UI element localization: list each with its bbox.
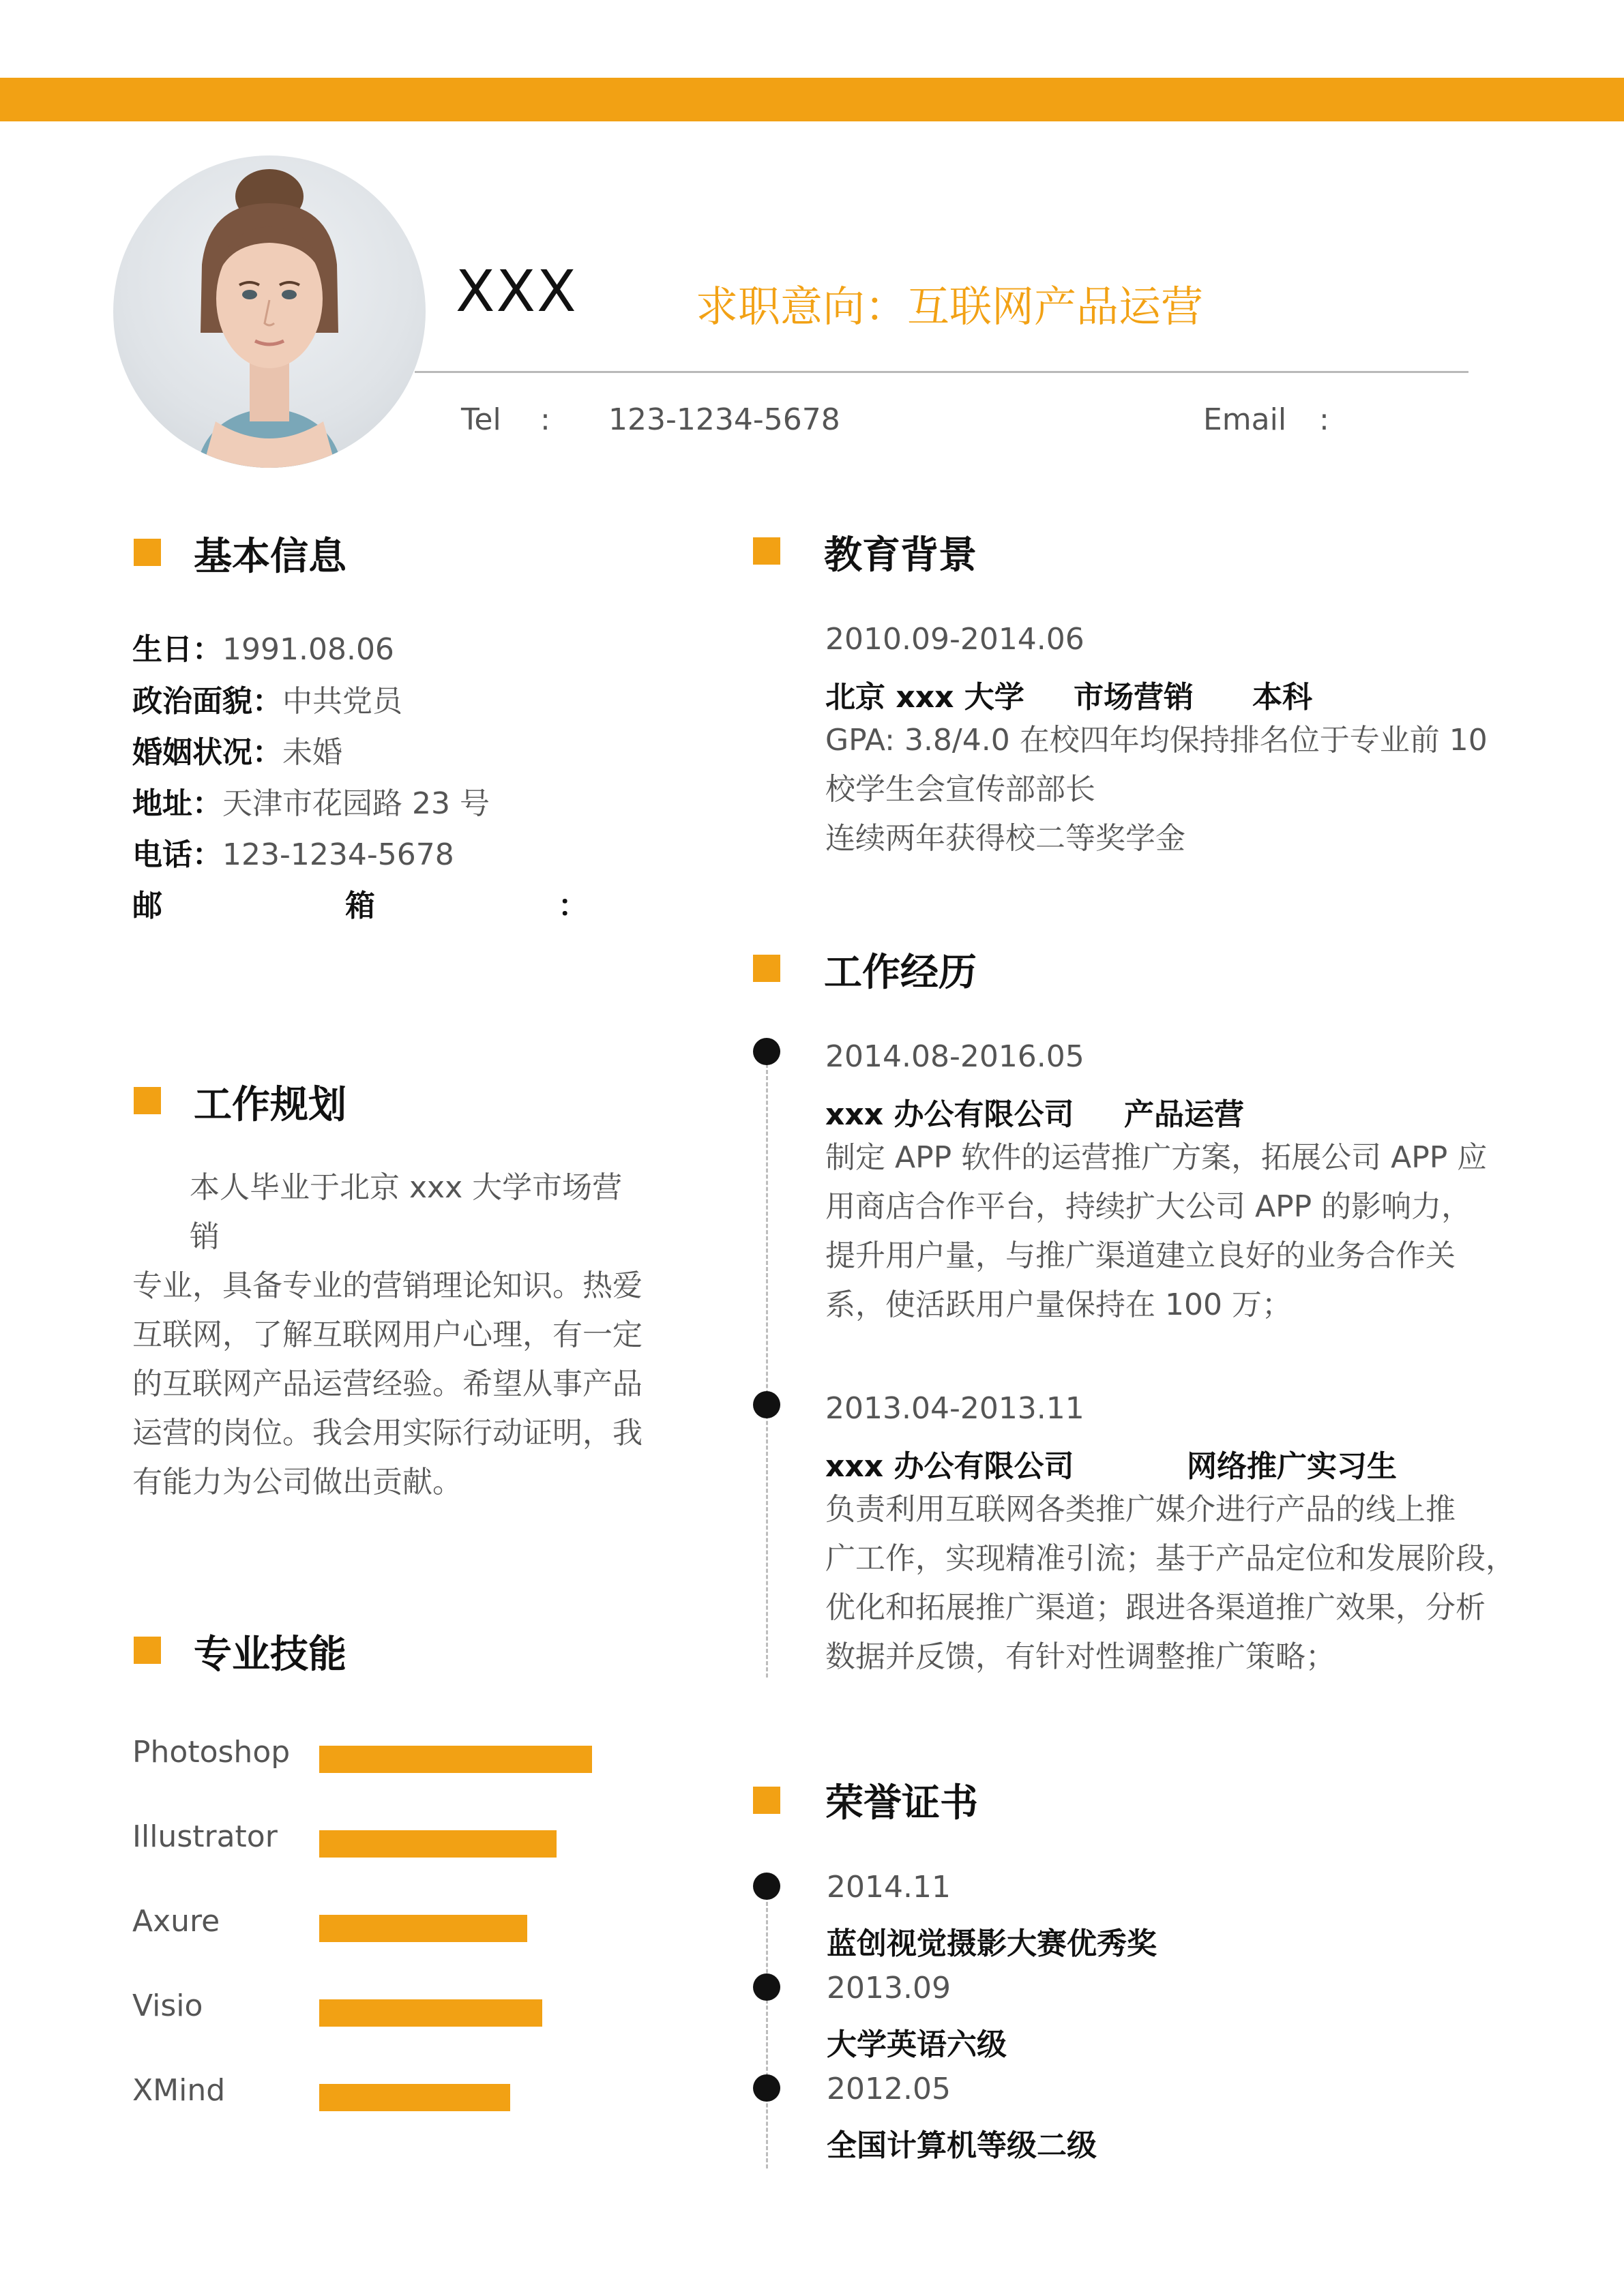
- job-intention-value: 互联网产品运营: [907, 282, 1204, 331]
- info-address-value: 天津市花园路 23 号: [222, 786, 490, 821]
- section-title-skills: 专业技能: [194, 1632, 346, 1677]
- education-date: 2010.09-2014.06: [825, 622, 1084, 657]
- skill-label: Illustrator: [132, 1819, 278, 1854]
- info-birthday: [132, 625, 394, 668]
- section-marker: [134, 1637, 161, 1664]
- section-marker: [753, 1787, 780, 1814]
- section-title-honors: 荣誉证书: [825, 1781, 978, 1825]
- honor-name: 蓝创视觉摄影大赛优秀奖: [827, 1926, 1157, 1961]
- job-company: xxx 办公有限公司: [825, 1449, 1074, 1484]
- skill-label: XMind: [132, 2073, 226, 2108]
- job-intention: [696, 273, 1203, 333]
- timeline-dot: [753, 2074, 780, 2102]
- job-description: [825, 1133, 1487, 1330]
- candidate-name: XXX: [456, 258, 578, 325]
- job-line: 制定 APP 软件的运营推广方案，拓展公司 APP 应: [825, 1140, 1488, 1175]
- honor-name: 全国计算机等级二级: [827, 2128, 1097, 2163]
- skill-label: Axure: [132, 1904, 220, 1939]
- section-marker: [134, 1087, 161, 1114]
- info-email-char2: [345, 881, 375, 925]
- timeline-dot: [753, 1973, 780, 2001]
- tel-colon: :: [540, 402, 550, 437]
- skill-bar: [319, 2084, 510, 2111]
- work-plan-paragraph: [132, 1163, 651, 1507]
- job-line: 广工作，实现精准引流；基于产品定位和发展阶段，: [825, 1541, 1516, 1576]
- education-line: GPA: 3.8/4.0 在校四年均保持排名位于专业前 10: [825, 723, 1488, 758]
- info-email-colon-text: ：: [558, 889, 588, 923]
- timeline-dashed-line: [766, 1064, 768, 1678]
- honor-date: 2014.11: [827, 1870, 951, 1905]
- work-plan-line: 专业，具备专业的营销理论知识。热爱: [132, 1268, 643, 1303]
- skill-bar: [319, 1915, 527, 1942]
- info-phone: [132, 830, 454, 874]
- skill-bar: [319, 1830, 557, 1858]
- job-line: 数据并反馈，有针对性调整推广策略；: [825, 1639, 1335, 1674]
- section-title-work: 工作经历: [824, 951, 977, 995]
- work-plan-line: 互联网，了解互联网用户心理，有一定: [132, 1317, 643, 1352]
- job-line: 提升用户量，与推广渠道建立良好的业务合作关: [825, 1238, 1456, 1273]
- job-line: 用商店合作平台，持续扩大公司 APP 的影响力，: [825, 1189, 1472, 1224]
- info-email-label-2: 箱: [345, 889, 375, 923]
- info-marital: [132, 728, 342, 771]
- job-date: 2014.08-2016.05: [825, 1039, 1084, 1074]
- skill-bar: [319, 1746, 592, 1773]
- work-plan-line: 本人毕业于北京 xxx 大学市场营销: [190, 1170, 623, 1254]
- honor-date: 2013.09: [827, 1971, 951, 2006]
- info-address-label: 地址：: [132, 786, 222, 821]
- job-date: 2013.04-2013.11: [825, 1391, 1084, 1426]
- section-title-work-plan: 工作规划: [194, 1083, 346, 1127]
- honor-name: 大学英语六级: [827, 2027, 1007, 2062]
- honor-date: 2012.05: [827, 2072, 951, 2106]
- skill-label: Photoshop: [132, 1735, 291, 1770]
- job-position: 网络推广实习生: [1187, 1449, 1397, 1484]
- skill-label: Visio: [132, 1988, 203, 2023]
- timeline-dot: [753, 1391, 780, 1418]
- job-intention-label: 求职意向：: [696, 282, 908, 331]
- info-marital-label: 婚姻状况：: [132, 735, 282, 770]
- section-title-basic-info: 基本信息: [194, 535, 346, 579]
- info-marital-value: 未婚: [282, 735, 342, 770]
- info-address: [132, 779, 490, 822]
- timeline-dot: [753, 1873, 780, 1900]
- timeline-dot: [753, 1038, 780, 1065]
- tel-value: 123-1234-5678: [608, 402, 840, 437]
- info-email-label-1: 邮: [132, 889, 162, 923]
- job-company: xxx 办公有限公司: [825, 1097, 1074, 1132]
- section-marker: [753, 537, 780, 565]
- work-plan-line: 有能力为公司做出贡献。: [132, 1465, 462, 1500]
- info-phone-label: 电话：: [132, 837, 222, 872]
- education-line: 校学生会宣传部部长: [825, 772, 1095, 807]
- education-degree: 本科: [1252, 680, 1312, 715]
- info-email-colon: [558, 881, 588, 925]
- top-accent-bar: [0, 78, 1624, 121]
- work-plan-line: 运营的岗位。我会用实际行动证明，我: [132, 1416, 643, 1450]
- info-politics-value: 中共党员: [282, 684, 402, 719]
- job-line: 负责利用互联网各类推广媒介进行产品的线上推: [825, 1492, 1456, 1527]
- header-divider: [415, 371, 1468, 373]
- avatar-portrait: [113, 155, 426, 468]
- job-line: 优化和拓展推广渠道；跟进各渠道推广效果，分析: [825, 1590, 1486, 1625]
- education-line: 连续两年获得校二等奖学金: [825, 821, 1185, 856]
- section-marker: [753, 955, 780, 982]
- education-major: 市场营销: [1074, 680, 1194, 715]
- tel-label: Tel: [461, 402, 501, 437]
- job-line: 系，使活跃用户量保持在 100 万；: [825, 1287, 1292, 1322]
- info-phone-value: 123-1234-5678: [222, 837, 454, 872]
- section-title-education: 教育背景: [824, 533, 977, 578]
- section-marker: [134, 539, 161, 566]
- timeline-dashed-line: [766, 1896, 768, 2168]
- job-description: [825, 1485, 1516, 1682]
- avatar: [113, 155, 426, 468]
- education-details: [825, 716, 1488, 863]
- education-school: 北京 xxx 大学: [825, 680, 1024, 715]
- job-position: 产品运营: [1124, 1097, 1244, 1132]
- email-label: Email: [1203, 402, 1287, 437]
- email-colon: :: [1319, 402, 1329, 437]
- info-birthday-value: 1991.08.06: [222, 632, 394, 667]
- info-email-char1: [132, 881, 162, 925]
- info-politics: [132, 676, 402, 720]
- info-birthday-label: 生日：: [132, 632, 222, 667]
- skill-bar: [319, 1999, 542, 2027]
- work-plan-line: 的互联网产品运营经验。希望从事产品: [132, 1367, 643, 1401]
- info-politics-label: 政治面貌：: [132, 684, 282, 719]
